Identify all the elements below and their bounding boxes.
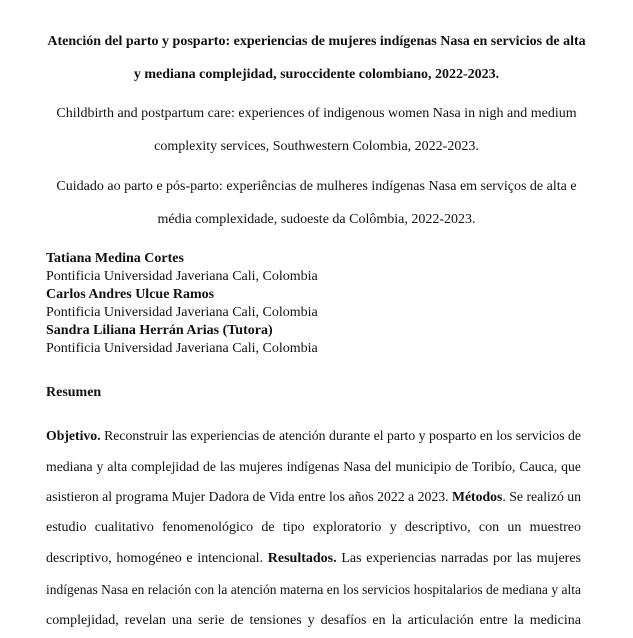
author-name: Tatiana Medina Cortes <box>46 251 184 266</box>
abstract-line: complejidad, revelan una serie de tensiones y desafíos en la articulación entre la medicina <box>46 613 581 628</box>
abstract-line: mediana y alta complejidad de las mujeres indígenas Nasa del municipio de Toribío, Cauca, que <box>46 459 581 474</box>
abstract-line <box>46 427 581 445</box>
title-en-line-2: complexity services, Southwestern Colombia, 2022-2023. <box>154 139 479 154</box>
title-pt-line-2: média complexidade, sudoeste da Colômbia, 2022-2023. <box>157 212 476 227</box>
abstract-line <box>46 488 581 506</box>
objective-label: Objetivo. <box>46 428 101 443</box>
author-affiliation: Pontificia Universidad Javeriana Cali, Colombia <box>46 341 318 356</box>
abstract-text: Reconstruir las experiencias de atención durante el parto y posparto en los servicios de <box>100 428 581 443</box>
title-pt-line-1: Cuidado ao parto e pós-parto: experiências de mulheres indígenas Nasa em serviços de alta e <box>56 179 577 194</box>
results-label: Resultados. <box>267 551 337 566</box>
abstract-text: Las experiencias narradas por las mujeres <box>336 551 581 566</box>
title-es-line-1: Atención del parto y posparto: experiencias de mujeres indígenas Nasa en servicios de alta <box>47 34 586 49</box>
abstract-line: indígenas Nasa en relación con la atención materna en los servicios hospitalarios de mediana y alta <box>46 582 581 597</box>
abstract-line: estudio cualitativo fenomenológico de tipo exploratorio y descriptivo, con un muestreo <box>46 520 581 535</box>
title-en-line-1: Childbirth and postpartum care: experiences of indigenous women Nasa in nigh and medium <box>56 106 577 121</box>
abstract-text: . Se realizó un <box>502 489 582 504</box>
methods-label: Métodos <box>451 489 503 504</box>
author-affiliation: Pontificia Universidad Javeriana Cali, Colombia <box>46 269 318 284</box>
abstract-text: descriptivo, homogéneo e intencional. <box>46 551 268 566</box>
author-affiliation: Pontificia Universidad Javeriana Cali, Colombia <box>46 305 318 320</box>
abstract-line <box>46 550 581 568</box>
abstract-heading: Resumen <box>46 385 102 400</box>
author-name: Carlos Andres Ulcue Ramos <box>46 287 215 302</box>
abstract-text: asistieron al programa Mujer Dadora de Vida entre los años 2022 a 2023. <box>46 489 452 504</box>
author-name: Sandra Liliana Herrán Arias (Tutora) <box>46 323 273 338</box>
title-es-line-2: y mediana complejidad, suroccidente colombiano, 2022-2023. <box>133 67 500 82</box>
